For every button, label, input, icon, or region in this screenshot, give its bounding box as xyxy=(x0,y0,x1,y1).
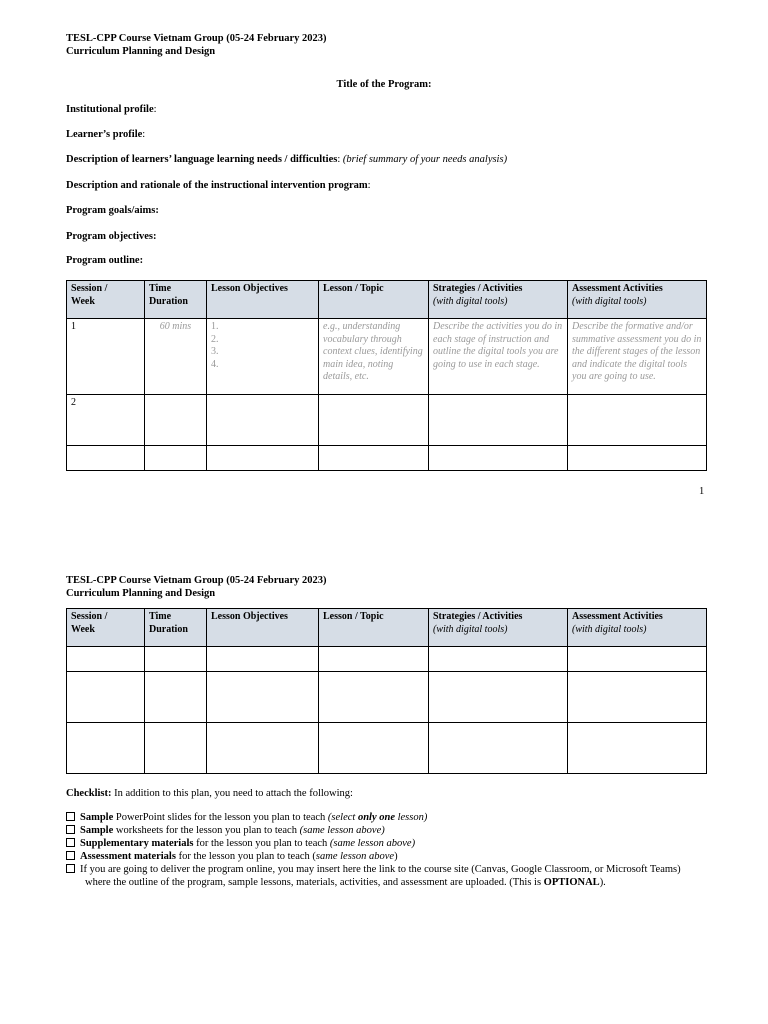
course-subject: Curriculum Planning and Design xyxy=(66,587,216,599)
checkbox[interactable] xyxy=(66,825,75,834)
cell-topic[interactable] xyxy=(319,446,429,471)
checklist-item: Assessment materials for the lesson you plan to teach (same lesson above) xyxy=(66,850,706,863)
course-header xyxy=(66,33,327,58)
cell-session[interactable] xyxy=(67,723,145,774)
checkbox[interactable] xyxy=(66,864,75,873)
program-objectives-field: Program objectives: xyxy=(66,231,157,242)
cell-time[interactable] xyxy=(145,446,207,471)
cell-strategies[interactable]: Describe the activities you do in each stage of instruction and outline the digital tools you are going to use in each stage. xyxy=(429,319,568,395)
header-assessment: Assessment Activities (with digital tools) xyxy=(568,609,707,647)
cell-strategies[interactable] xyxy=(429,723,568,774)
institutional-profile-field: Institutional profile: xyxy=(66,104,157,115)
page-number: 1 xyxy=(699,486,705,497)
cell-objectives[interactable]: 1. 2. 3. 4. xyxy=(207,319,319,395)
header-topic: Lesson / Topic xyxy=(319,281,429,319)
program-goals-field: Program goals/aims: xyxy=(66,205,159,216)
cell-session[interactable] xyxy=(67,647,145,672)
checklist-item: Sample PowerPoint slides for the lesson you plan to teach (select only one lesson) xyxy=(66,811,706,824)
cell-assessment[interactable] xyxy=(568,395,707,446)
checkbox[interactable] xyxy=(66,851,75,860)
header-time: Time Duration xyxy=(145,281,207,319)
table-row xyxy=(67,647,707,672)
checklist-item: Sample worksheets for the lesson you plan to teach (same lesson above) xyxy=(66,824,706,837)
header-strategies: Strategies / Activities (with digital tools) xyxy=(429,609,568,647)
program-title-label: Title of the Program: xyxy=(336,79,432,90)
cell-topic[interactable] xyxy=(319,395,429,446)
header-session: Session / Week xyxy=(67,281,145,319)
header-objectives: Lesson Objectives xyxy=(207,281,319,319)
header-topic: Lesson / Topic xyxy=(319,609,429,647)
course-subject: Curriculum Planning and Design xyxy=(66,45,216,57)
cell-time[interactable] xyxy=(145,723,207,774)
cell-time[interactable]: 60 mins xyxy=(145,319,207,395)
table-header-row xyxy=(67,609,707,647)
header-strategies: Strategies / Activities (with digital tools) xyxy=(429,281,568,319)
cell-session[interactable]: 1 xyxy=(67,319,145,395)
needs-description-field: Description of learners’ language learning needs / difficulties: (brief summary of your needs analysis) xyxy=(66,154,508,165)
cell-topic[interactable] xyxy=(319,723,429,774)
rationale-field: Description and rationale of the instructional intervention program: xyxy=(66,180,371,191)
course-title: TESL-CPP Course Vietnam Group (05-24 February 2023) xyxy=(66,575,327,586)
course-title: TESL-CPP Course Vietnam Group (05-24 February 2023) xyxy=(66,33,327,44)
cell-assessment[interactable]: Describe the formative and/or summative assessment you do in the different stages of the lesson and indicate the digital tools you are going to use. xyxy=(568,319,707,395)
header-objectives: Lesson Objectives xyxy=(207,609,319,647)
learners-profile-field: Learner’s profile: xyxy=(66,129,146,140)
table-row xyxy=(67,395,707,446)
cell-time[interactable] xyxy=(145,672,207,723)
cell-assessment[interactable] xyxy=(568,647,707,672)
checklist-item: If you are going to deliver the program online, you may insert here the link to the course site (Canvas, Google Classroom, or Microsoft Teams) where the outline of the program, sample lessons, materials, activities, and assessment are uploaded. (This is OPTIONAL). xyxy=(66,863,705,889)
cell-objectives[interactable] xyxy=(207,647,319,672)
header-assessment: Assessment Activities (with digital tools) xyxy=(568,281,707,319)
header-time: Time Duration xyxy=(145,609,207,647)
table-row xyxy=(67,672,707,723)
program-outline-table xyxy=(66,280,707,471)
checkbox[interactable] xyxy=(66,838,75,847)
table-row xyxy=(67,723,707,774)
cell-topic[interactable]: e.g., understanding vocabulary through context clues, identifying main idea, noting details, etc. xyxy=(319,319,429,395)
cell-time[interactable] xyxy=(145,395,207,446)
cell-objectives[interactable] xyxy=(207,446,319,471)
cell-strategies[interactable] xyxy=(429,672,568,723)
cell-assessment[interactable] xyxy=(568,446,707,471)
header-session: Session / Week xyxy=(67,609,145,647)
cell-topic[interactable] xyxy=(319,672,429,723)
cell-objectives[interactable] xyxy=(207,723,319,774)
cell-session[interactable] xyxy=(67,446,145,471)
program-outline-field: Program outline: xyxy=(66,255,144,266)
checklist-item: Supplementary materials for the lesson you plan to teach (same lesson above) xyxy=(66,837,706,850)
cell-time[interactable] xyxy=(145,647,207,672)
cell-topic[interactable] xyxy=(319,647,429,672)
checkbox[interactable] xyxy=(66,812,75,821)
table-row xyxy=(67,446,707,471)
course-header-page-2 xyxy=(66,575,327,600)
table-header-row xyxy=(67,281,707,319)
cell-objectives[interactable] xyxy=(207,395,319,446)
cell-strategies[interactable] xyxy=(429,395,568,446)
cell-assessment[interactable] xyxy=(568,723,707,774)
cell-objectives[interactable] xyxy=(207,672,319,723)
cell-assessment[interactable] xyxy=(568,672,707,723)
checklist-intro: Checklist: In addition to this plan, you need to attach the following: xyxy=(66,788,353,799)
cell-strategies[interactable] xyxy=(429,647,568,672)
table-row xyxy=(67,319,707,395)
cell-session[interactable] xyxy=(67,672,145,723)
cell-strategies[interactable] xyxy=(429,446,568,471)
cell-session[interactable]: 2 xyxy=(67,395,145,446)
program-outline-table-continued xyxy=(66,608,707,774)
